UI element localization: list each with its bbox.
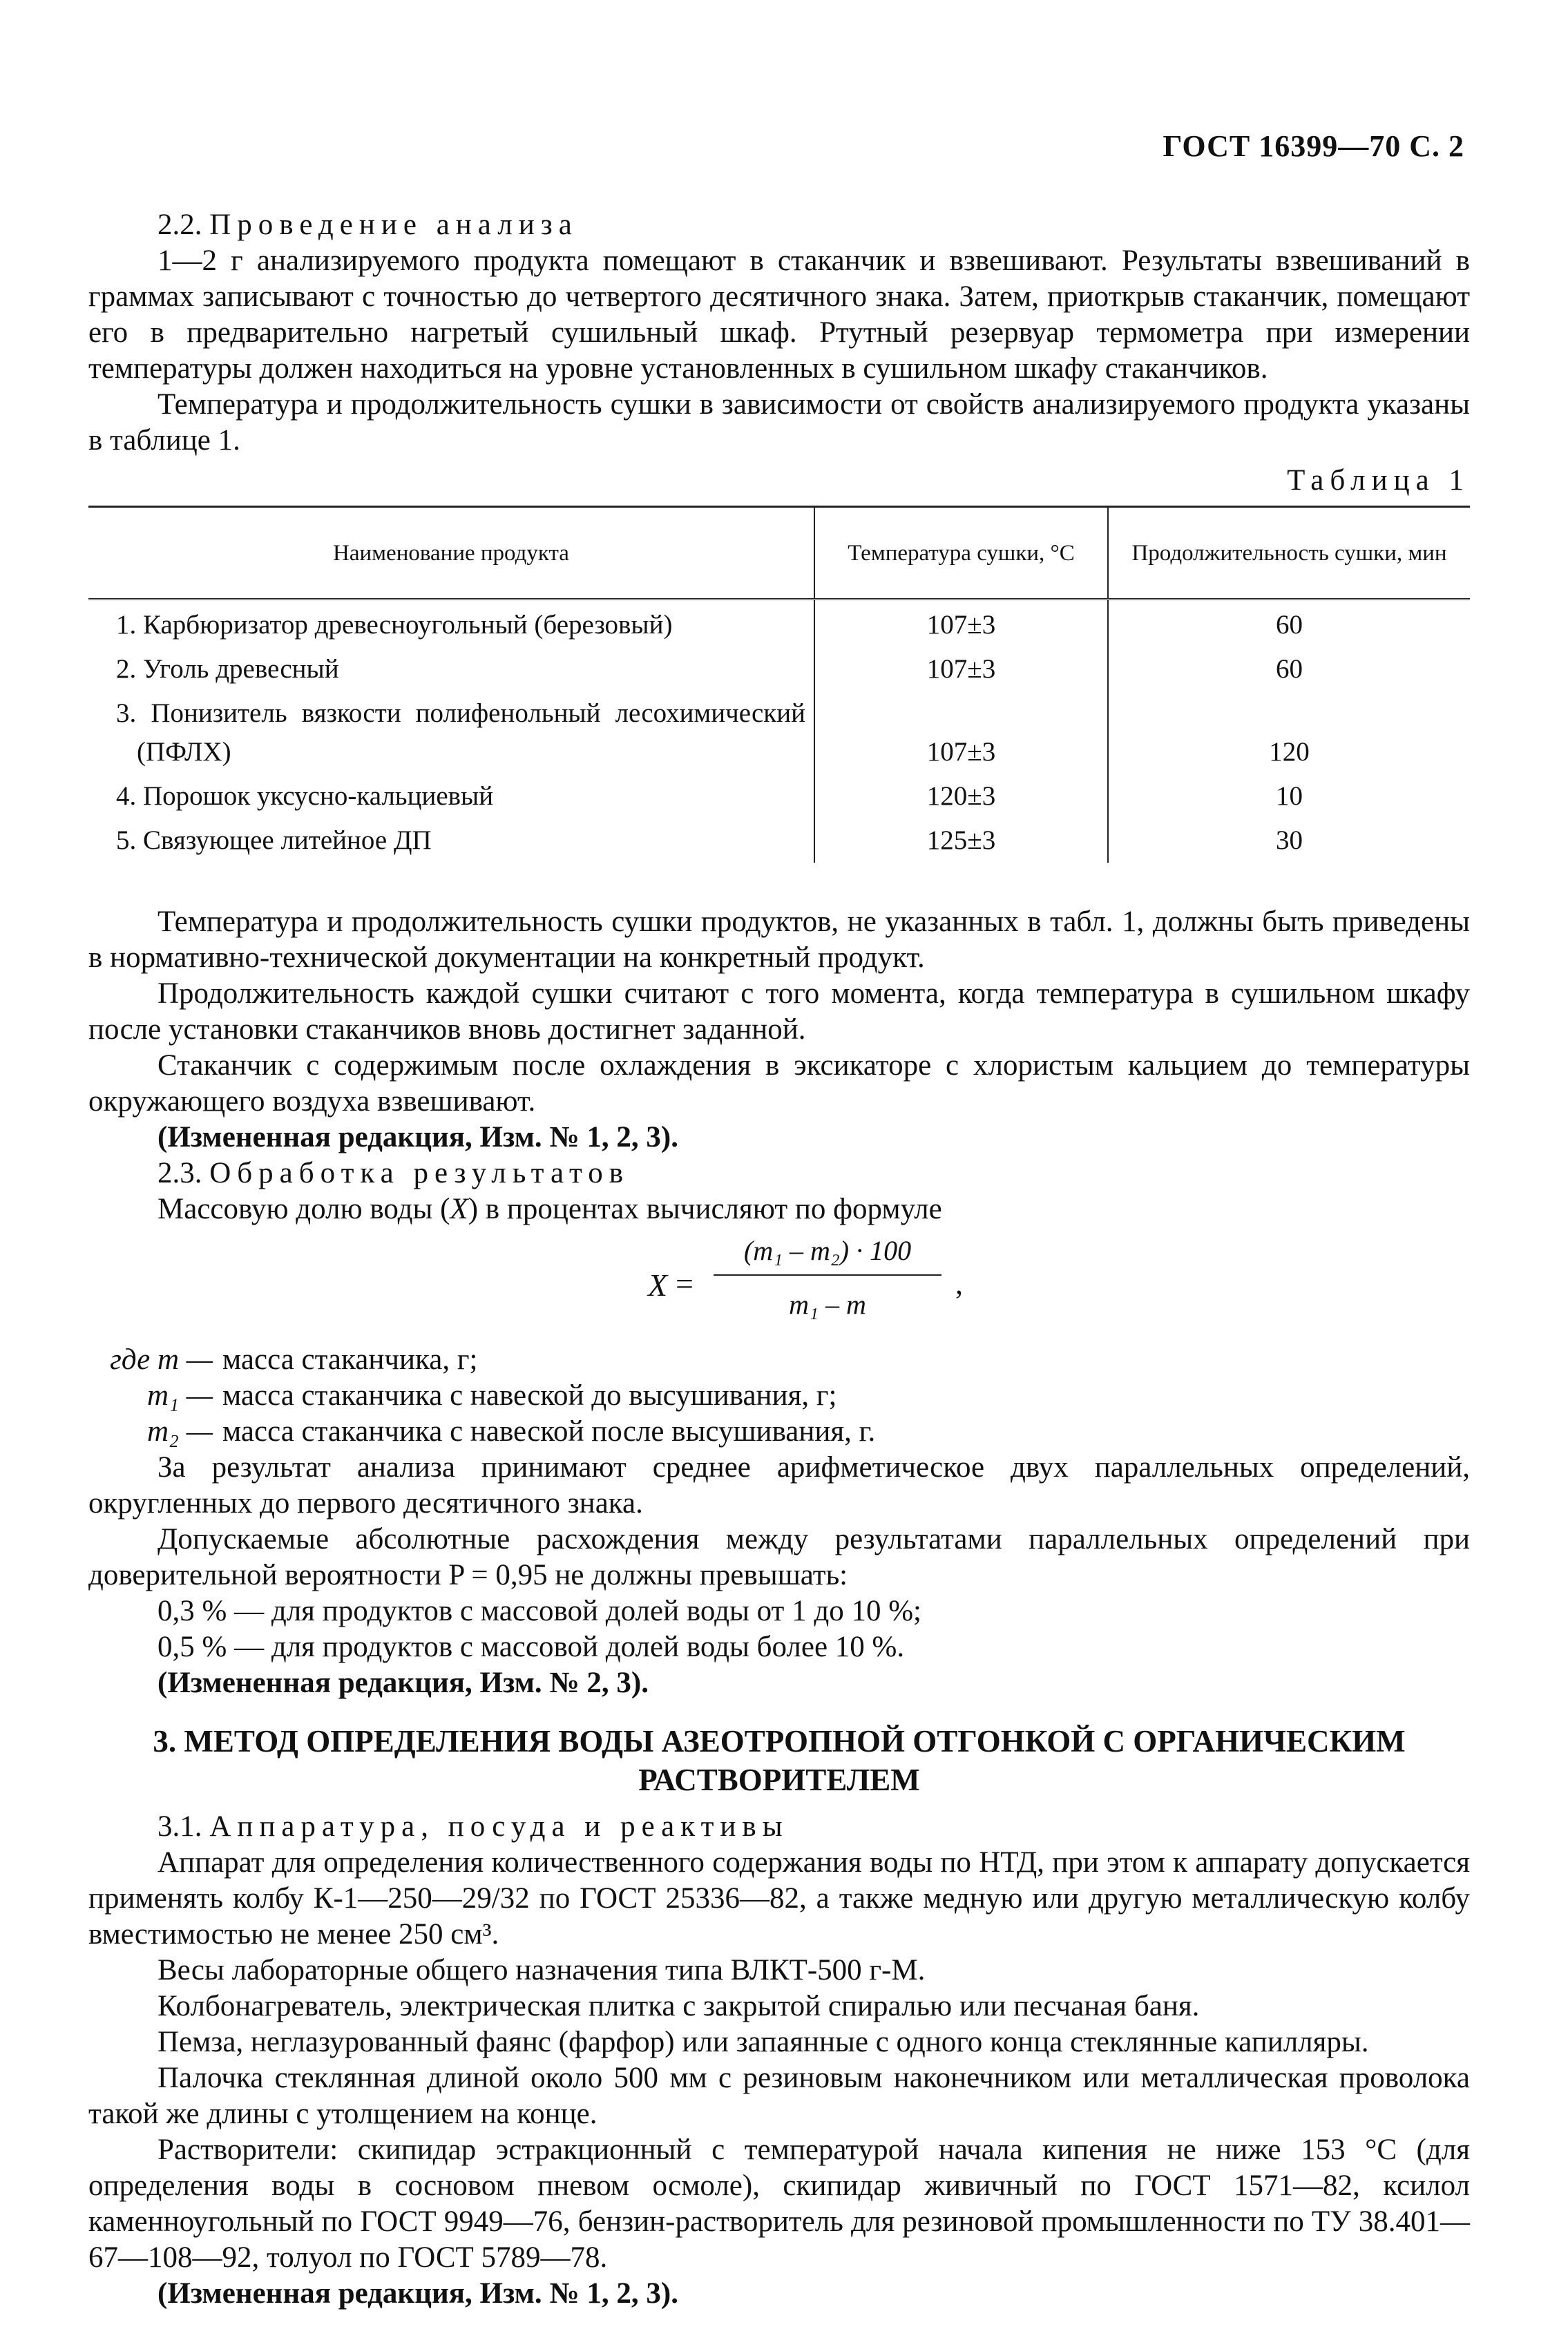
formula-intro <box>88 1191 1470 1227</box>
temperature-cell: 125±3 <box>814 818 1108 863</box>
table-row <box>88 818 1470 863</box>
paragraph: Стаканчик с содержимым после охлаждения в эксикаторе с хлористым кальцием до температуры окружающего воздуха взвешивают. <box>88 1049 1470 1118</box>
formula-numerator: (m₁ – m₂) · 100 <box>743 1235 912 1266</box>
table-header-row <box>88 507 1470 600</box>
intro-text: Массовую долю воды ( <box>157 1193 450 1225</box>
formula-comma: , <box>955 1267 963 1301</box>
paragraph: Пемза, неглазурованный фаянс (фарфор) или запаянные с одного конца стеклянные капилляры. <box>157 2026 1369 2058</box>
paragraph: Колбонагреватель, электрическая плитка с закрытой спиралью или песчаная баня. <box>157 1990 1200 2022</box>
section-title: Проведение анализа <box>209 209 578 241</box>
table-row <box>88 647 1470 691</box>
paragraph: Растворители: скипидар эстракционный с температурой начала кипения не ниже 153 °С (для определения воды в сосновом пневом осмоле), скипидар живичный по ГОСТ 1571—82, ксилол каменноугольный по ГОСТ 9949—76, бензин-растворитель для резиновой промышленности по ТУ 38.401—67—108—92, толуол по ГОСТ 5789—78. <box>88 2134 1470 2274</box>
paragraph: 0,3 % — для продуктов с массовой долей воды от 1 до 10 %; <box>157 1595 921 1627</box>
temperature-cell: 107±3 <box>814 647 1108 691</box>
legend-symbol: где m — <box>110 1343 213 1376</box>
paragraph: 0,5 % — для продуктов с массовой долей воды более 10 %. <box>157 1631 905 1663</box>
duration-cell: 10 <box>1108 774 1470 818</box>
section-2-2-heading <box>88 207 1470 243</box>
legend-row <box>19 1414 1470 1450</box>
paragraph: Температура и продолжительность сушки в зависимости от свойств анализируемого продукта указаны в таблице 1. <box>88 388 1470 457</box>
section-title: Аппаратура, посуда и реактивы <box>209 1810 789 1843</box>
legend-symbol: m₁ — <box>147 1379 213 1412</box>
formula-lhs: X <box>648 1267 668 1303</box>
section-number: 3.1. <box>157 1810 202 1843</box>
product-name-cell: 1. Карбюризатор древесноугольный (березовый) <box>116 610 673 640</box>
paragraph: Весы лабораторные общего назначения типа ВЛКТ-500 г-М. <box>157 1954 926 1986</box>
column-header-temperature: Температура сушки, °С <box>814 507 1108 600</box>
legend-symbol: m₂ — <box>147 1415 213 1448</box>
column-header-product: Наименование продукта <box>88 507 814 600</box>
section-2-3-heading <box>88 1156 1470 1191</box>
legend-text: масса стаканчика, г; <box>222 1343 478 1376</box>
paragraph: 1—2 г анализируемого продукта помещают в стаканчик и взвешивают. Результаты взвешиваний в граммах записывают с точностью до четвертого десятичного знака. Затем, приоткрыв стаканчик, помещают его в предварительно нагретый сушильный шкаф. Ртутный резервуар термометра при измерении температуры должен находиться на уровне установленных в сушильном шкафу стаканчиков. <box>88 245 1470 385</box>
paragraph: За результат анализа принимают среднее арифметическое двух параллельных определений, округленных до первого десятичного знака. <box>88 1451 1470 1520</box>
table-row <box>88 774 1470 818</box>
amendment-note: (Измененная редакция, Изм. № 1, 2, 3). <box>157 2277 678 2310</box>
legend-text: масса стаканчика с навеской после высушивания, г. <box>222 1415 876 1448</box>
paragraph: Температура и продолжительность сушки продуктов, не указанных в табл. 1, должны быть приведены в нормативно-технической документации на конкретный продукт. <box>88 906 1470 974</box>
formula-denominator: m₁ – m <box>789 1289 866 1320</box>
section-title: Обработка результатов <box>209 1157 629 1189</box>
section-3-1-heading <box>88 1809 1470 1845</box>
table-row <box>88 691 1470 774</box>
legend-row <box>19 1378 1470 1414</box>
paragraph: Аппарат для определения количественного содержания воды по НТД, при этом к аппарату допускается применять колбу К-1—250—29/32 по ГОСТ 25336—82, а также медную или другую металлическую колбу вместимостью не менее 250 см³. <box>88 1846 1470 1951</box>
intro-variable: X <box>450 1193 468 1225</box>
product-name-cell: 3. Понизитель вязкости полифенольный лесохимический (ПФЛХ) <box>116 698 805 767</box>
table-caption: Таблица 1 <box>1287 464 1470 497</box>
formula-equals: = <box>676 1266 694 1301</box>
paragraph: Допускаемые абсолютные расхождения между результатами параллельных определений при доверительной вероятности P = 0,95 не должны превышать: <box>88 1523 1470 1591</box>
section-number: 2.3. <box>157 1157 202 1189</box>
duration-cell: 60 <box>1108 647 1470 691</box>
duration-cell: 120 <box>1108 691 1470 774</box>
drying-table <box>88 506 1470 863</box>
product-name-cell: 2. Уголь древесный <box>116 654 339 684</box>
duration-cell: 60 <box>1108 600 1470 648</box>
section-number: 2.2. <box>157 209 202 241</box>
temperature-cell: 120±3 <box>814 774 1108 818</box>
amendment-note: (Измененная редакция, Изм. № 2, 3). <box>157 1667 649 1699</box>
paragraph: Продолжительность каждой сушки считают с того момента, когда температура в сушильном шкафу после установки стаканчиков вновь достигнет заданной. <box>88 977 1470 1046</box>
paragraph: Палочка стеклянная длиной около 500 мм с резиновым наконечником или металлическая проволока такой же длины с утолщением на конце. <box>88 2062 1470 2130</box>
legend-text: масса стаканчика с навеской до высушивания, г; <box>222 1379 837 1412</box>
amendment-note: (Измененная редакция, Изм. № 1, 2, 3). <box>157 1121 678 1153</box>
table-row <box>88 600 1470 648</box>
intro-text: ) в процентах вычисляют по формуле <box>468 1193 942 1225</box>
column-header-duration: Продолжительность сушки, мин <box>1108 507 1470 600</box>
temperature-cell: 107±3 <box>814 600 1108 648</box>
legend-row <box>19 1342 1470 1378</box>
fraction-bar <box>714 1274 941 1276</box>
duration-cell: 30 <box>1108 818 1470 863</box>
temperature-cell: 107±3 <box>814 691 1108 774</box>
section-3-title: 3. МЕТОД ОПРЕДЕЛЕНИЯ ВОДЫ АЗЕОТРОПНОЙ ОТГОНКОЙ С ОРГАНИЧЕСКИМ РАСТВОРИТЕЛЕМ <box>153 1724 1406 1797</box>
product-name-cell: 5. Связующее литейное ДП <box>116 825 432 855</box>
page-header: ГОСТ 16399—70 С. 2 <box>1163 129 1464 163</box>
product-name-cell: 4. Порошок уксусно-кальциевый <box>116 781 494 811</box>
document-body <box>88 207 1470 2312</box>
formula <box>88 1233 1470 1337</box>
